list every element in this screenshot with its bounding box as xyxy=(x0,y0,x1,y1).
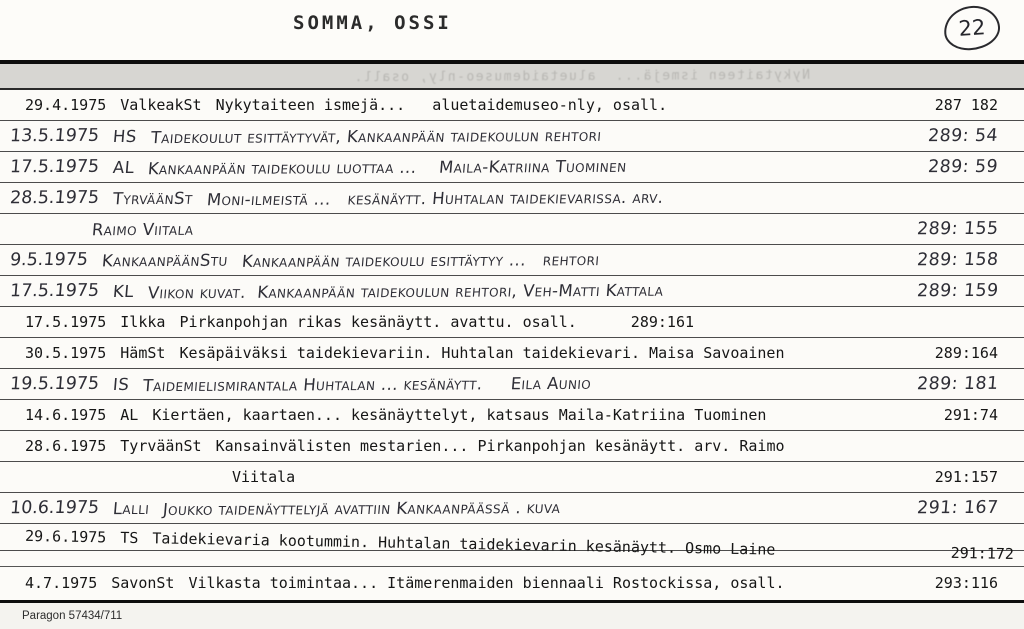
entry-text: Kankaanpään taidekoulu luottaa ... Maila-Katriina Tuominen xyxy=(147,156,628,178)
entry-text: Kansainvälisten mestarien... Pirkanpohjan kesänäytt. arv. Raimo xyxy=(215,437,785,455)
entry-date: 17.5.1975 xyxy=(9,280,100,302)
entry-source: KankaanpäänStu xyxy=(101,250,229,270)
entry-row xyxy=(0,183,1024,214)
entry-reference: 289: 155 xyxy=(915,218,999,240)
entry-reference: 291:157 xyxy=(934,468,998,486)
entry-reference: 289:161 xyxy=(630,313,695,331)
entry-text: Raimo Viitala xyxy=(91,219,195,239)
entry-source: TS xyxy=(120,528,139,547)
entry-row xyxy=(0,152,1024,183)
entry-reference: 289: 54 xyxy=(927,125,999,147)
entry-row xyxy=(0,121,1024,152)
entry-reference: 289: 159 xyxy=(915,280,999,302)
entry-text: Moni-ilmeistä ... kesänäytt. Huhtalan taidekievarissa. arv. xyxy=(205,187,665,209)
card-title: SOMMA, OSSI xyxy=(293,12,452,34)
entry-text: Nykytaiteen ismejä... aluetaidemuseo-nly, osall. xyxy=(215,96,668,114)
entry-row xyxy=(0,90,1024,121)
card-brand: Paragon 57434/711 xyxy=(22,610,123,622)
entry-row xyxy=(0,567,1024,601)
entry-text: Taidekievaria kootummin. Huhtalan taidekievarin kesänäytt. Osmo Laine xyxy=(152,528,776,559)
entry-source: SavonSt xyxy=(111,574,175,593)
entry-source: KL xyxy=(112,281,135,301)
entry-date: 10.6.1975 xyxy=(9,497,100,519)
entry-text: Joukko taidenäyttelyjä avattiin Kankaanpäässä . kuva xyxy=(162,497,562,519)
entry-date: 17.5.1975 xyxy=(25,313,107,331)
entry-row xyxy=(0,245,1024,276)
entry-date: 9.5.1975 xyxy=(9,249,89,271)
page-number: 22 xyxy=(957,15,987,41)
entry-source: ValkeakSt xyxy=(120,96,202,114)
entry-row-continuation xyxy=(0,214,1024,245)
entry-reference: 291:74 xyxy=(943,406,998,424)
entry-source: Ilkka xyxy=(120,313,166,331)
entry-reference: 289: 158 xyxy=(915,249,999,271)
entry-source: HS xyxy=(112,126,138,146)
entry-row-continuation xyxy=(0,462,1024,493)
entry-date: 13.5.1975 xyxy=(9,125,100,147)
entry-row xyxy=(0,307,1024,338)
entry-reference: 289: 181 xyxy=(915,373,999,395)
entry-text: Kiertäen, kaartaen... kesänäyttelyt, katsaus Maila-Katriina Tuominen xyxy=(152,406,767,424)
entry-date: 14.6.1975 xyxy=(25,406,107,424)
entry-date: 19.5.1975 xyxy=(9,373,100,395)
entry-row xyxy=(0,431,1024,462)
ghost-imprint-band xyxy=(0,60,1024,90)
entry-date: 29.4.1975 xyxy=(25,96,107,114)
entry-text: Taidekoulut esittäytyvät, Kankaanpään taidekoulun rehtori xyxy=(149,125,602,147)
entry-text: Kesäpäiväksi taidekievariin. Huhtalan taidekievari. Maisa Savoainen xyxy=(179,344,785,362)
entry-source: Lalli xyxy=(112,498,151,518)
card-header xyxy=(0,0,1024,60)
entry-row xyxy=(0,493,1024,524)
entry-reference: 291:172 xyxy=(950,543,1015,563)
entry-row xyxy=(0,400,1024,431)
entry-source: AL xyxy=(112,157,136,177)
entry-source: IS xyxy=(112,374,131,394)
entry-date: 17.5.1975 xyxy=(9,156,100,178)
entry-row xyxy=(0,369,1024,400)
entry-reference: 289: 59 xyxy=(927,156,999,178)
entry-source: HämSt xyxy=(120,344,166,362)
entry-list xyxy=(0,90,1024,600)
entry-source: TyrväänSt xyxy=(120,437,202,455)
entry-source: TyrväänSt xyxy=(112,188,194,208)
entry-row-slanted xyxy=(0,524,1024,563)
entry-reference: 287 182 xyxy=(934,96,998,114)
entry-reference: 289:164 xyxy=(934,344,998,362)
entry-text: Kankaanpään taidekoulu esittäytyy ... rehtori xyxy=(240,249,600,271)
entry-date: 28.6.1975 xyxy=(25,437,107,455)
entry-text: Pirkanpohjan rikas kesänäytt. avattu. osall. xyxy=(179,313,577,331)
entry-date: 29.6.1975 xyxy=(24,526,107,547)
entry-row xyxy=(0,276,1024,307)
page-number-badge xyxy=(943,4,1002,52)
entry-text: Viitala xyxy=(232,468,296,486)
entry-date: 30.5.1975 xyxy=(25,344,107,362)
entry-text: Taidemielismirantala Huhtalan ... kesänäytt. Eila Aunio xyxy=(142,373,593,395)
ghost-imprint-text: Nykytaiteen ismejä... aluetaidemuseo-nly, osall. xyxy=(353,67,811,85)
entry-date: 4.7.1975 xyxy=(25,574,98,593)
entry-text: Vilkasta toimintaa... Itämerenmaiden biennaali Rostockissa, osall. xyxy=(188,574,785,593)
entry-date: 28.5.1975 xyxy=(9,187,100,209)
entry-reference: 293:116 xyxy=(934,574,998,593)
card-footer xyxy=(0,603,1024,629)
entry-text: Viikon kuvat. Kankaanpään taidekoulun rehtori, Veh-Matti Kattala xyxy=(147,280,665,302)
entry-row xyxy=(0,338,1024,369)
entry-reference: 291: 167 xyxy=(915,497,999,519)
entry-source: AL xyxy=(120,406,139,424)
